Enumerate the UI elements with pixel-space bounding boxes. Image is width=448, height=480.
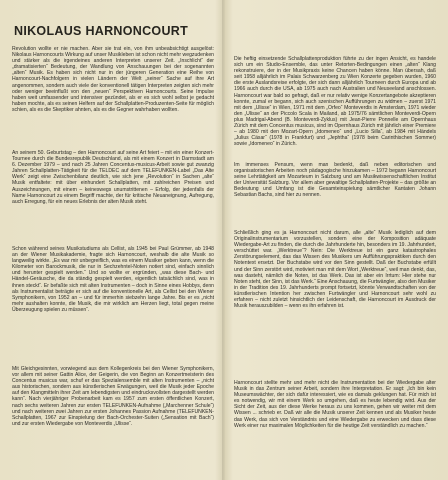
paragraph-text: Schließlich ging es ja Harnoncourt nicht darum, alle „alte“ Musik lediglich auf dem Originalinstrumentarium vorzustellen, sondern eine der Komposition adäquate Wiedergabe-Art zu finden, die durch die Jahrhunderte hin, besonders im 19. Jahrhundert, verschüttet war. „Werktreue“? Nein: Die Werktreue ist ein ganz katastrophales Zerstörungselement, das das Wissen des Musikers um Aufführungspraktiken durch den Notentext ersetzt. Der Buchstabe wird vor den Sinn gestellt. Daß der Buchstabe erfüllt und der Sinn zerstört wird, motiviert man mit dem Wort „Werktreue“, weil man denkt, das, was dasteht, nämlich die Noten, ist das Werk. Das ist aber ein Irrtum: Hier stehe nur Noten steht, der Sinn, ist das Werk.“ Eine Anschauung, die Furtwängler, also den Musiker in der Tradition des 19. Jahrhunderts prompt fortsetzt, könnte Verwandtschaften von der künstlerischen Intention her zwischen Furtwängler und Harnoncourt sehr wohl zu erfahren – nicht zuletzt hinsichtlich der Leidenschaft, die Harnoncourt im Ausdruck der Musik herauszubilden – wenn es ihn erfahren ist. [234, 230, 436, 310]
paragraph-text: An seinem 50. Geburtstag – den Harnoncourt auf seine Art feiert – mit ein einer Konzert-Tournee durch die Bundesrepublik Deutschland, als mit einem Konzert in Darmstadt am 6. Dezember 1979 – und nach 25 Jahren Concentus-musicus-Arbeit sowie gut zwanzig Jahren Schallplatten-Tätigkeit für die TELDEC auf dem TELEFUNKEN-Label „Das Alte Werk“ zeigt eine Zwischenbilanz deutlich, wie sich jene „Revolution“ in Sachen „alte“ Musik entfaltete: mit über einhundert Schallplatten, mit zahlreichen Preisen und Auszeichnungen, mit einem – keineswegs unumstrittenen – Erfolg, der jedenfalls der Name Harnoncourt zu einem Begriff machte, der für kritische Neuaneignung, Aufregung, auch Erregung, für ein neues Erlebnis der alten Musik steht. [12, 150, 214, 205]
paragraph-text: Schon während seines Musikstudiums als Cellist, als 1945 bei Paul Grümmer, ab 1948 an der Wiener Musikakademie, fragte sich Harnoncourt, weshalb die alte Musik so langweilig wirkte. „Es war mir unbegreiflich, was es einem Musiker geben kann, wenn die Kilometer von Barockmusik, die nur in Sechzehntel-Noten notiert sind, einfach sinnlich und herunter gespielt werden.“ Und so wollte er ergründen, „was diese Bach- und Händel-Geräusche, die da ständig gespielt werden, eigentlich tatsächlich sind, was in ihnen steckt“. Er befaßte sich mit alten Instrumenten – doch in Sinne eines Hobbys, denn als Instrumentalist beträgte er sich auf die konventionelle Art, als Cellist bei den Wiener Symphonikern, von 1952 an – und für immerhin siebzehn lange Jahre. Bis er es „nicht mehr aushalten konnte, die Musik, die mir wirklich am Herzen liegt, total gegen meine Überzeugung spielen zu müssen“. [12, 246, 214, 313]
right-paragraph-4 [234, 380, 436, 480]
paragraph-text: Harnoncourt stellte mehr und mehr nicht die Instrumentation bei der Wiedergabe alter Musik in das Zentrum seiner Arbeit, sondern ihre Interpretation. Er sagt: „Ich bin kein Museumswächter, der sich dafür interessiert, wie es damals geklungen hat. Für mich ist es notwendig, wir mit einem Werk so umgehen, daß es heute lebendig wird. Aus der Sicht der Zeit, aus der diese Werke heraus zu uns kommen, gehen wir weiter mit dem Wissen ... schrieb er. Daß wir alle die Musik unserer Zeit kennen und als Musiker heute das Werk, das sich von Verständnis und eine Wiedergabe zu erwecken und dass diese Werk einer nur maximalen Möglichkeiten für die heutige Zeit verständlich zu machen.“ [234, 380, 436, 429]
paragraph-text: Im immenses Pensum, wenn man bedenkt, daß neben editorischen und organisatorischen Arbeiten noch pädagogische hinzukamen – 1972 begann Harnoncourt seine Lehrtätigkeit am Mozarteum in Salzburg und am Musikwissenschaftlichen Institut der Universität Salzburg. Vor allem aber gewaltige Schallplatten-Projekte – das größte an Bedeutung und Umfang ist die Gesamteinspielung sämtlicher Kantaten Johann Sebastian Bachs, sind hier zu nennen. [234, 162, 436, 199]
paragraph-text: Die heftig einsetzende Schallplattenproduktion führte zu der ingen Ansicht, es handele sich um ein Studio-Ensemble, das unter Retorten-Bedingungen einen „alten“ Klang rekonstruiere, der in der Musikpraxis keine Chancen haben könne. Man übersah, daß seit 1958 alljährlich im Palais Schwarzenberg zu Wien Konzerte gegeben wurden, 1960 die erste Auslandsreise erfolgte, der sich dann alljährlich Tourneen durch Europa und ab 1966 auch durch die USA, ab 1975 auch nach Australien und Neuseeland anschlossen. Harnoncourt war bald so gefragt, daß er nur relativ wenige Konzertangebote akzeptieren konnte, zumal er begann, sich auch szenischen Aufführungen zu widmen – zuerst 1971 mit dem „Ulisse“ in Wien, 1971 mit dem „Orfeo“ Monteverdis in Amsterdam, 1971 wieder den „Ulisse“ an der Piccolo Scala in Mailand, ab 1975/76 sämtlichen Monteverdi-Opern plus Madrigal-Abend (B. Monteverdi-Zyklus) mit Jean-Pierre Ponnelle am Opernhaus Zürich mit dem Concentus musicus, sind im Opernhaus Zürich mit jährlich einer Premiere – ab 1980 mit den Mozart-Opern „Idomeneo“ und „Lucio Silla“, ab 1984 mit Händels „Julius Cäsar“ (1978 in Frankfurt) und „Jephtha“ (1978 beim Carinthischen Sommer) sowie „Idomeneo“ in Zürich. [234, 56, 436, 148]
paragraph-text: Revolution wollte er nie machen. Aber sie trat ein, von ihm unbeabsichtigt ausgelöst: Nikolaus Harnoncourts Wirkung auf unser Musikleben ist schon nicht mehr wegzudenken und stärker als die irgendeines anderen Interpreten unserer Zeit. „Inschlicht“ der „dramatisierten“ Bedeutung, der Wandlung von Anschauungen bei der sogenannten „alten“ Musik. Es haben sich nicht nur in der jüngeren Generation eine Reihe von Harnoncourt-Nachfolgern in vielen Ländern der Welt „seiner“ Sache auf ihre Art angenommen, sondern auch viele der konventionell tätigen Interpreten zeigten sich mehr oder weniger beeinflußt von den „neuen“ Perspektiven Harnoncourts. Seine Impulse haben weit umfassender und intensiver gezündet, als er es sich wohl selbst je gedacht haben mochte, als es seinen Helfern auf der Schallplatten-Produzenten-Seite für möglich schien, als es die Skeptiker ahnten, als es die Gegner wahrhaben wollten. [12, 46, 214, 113]
left-paragraph-4 [12, 366, 214, 480]
paragraph-text: Mit Gleichgesinnten, vorwiegend aus dem Kollegenkreis bei den Wiener Symphonikern, vor allem mit seiner Gattin Alice, der Geigerin, die von Beginn an Konzertmeisterin des Concentus musicus war, schuf er das Spezialensemble mit alten Instrumenten – „nicht aus historischen, sondern aus künstlerischen Erwägungen, weil die Musik jeder Epoche auf den Klangmitteln ihrer Zeit am lebendigsten und eindrucksvollsten dargestellt werden kann“. Nach vierjähriger Probenarbeit kam es 1957 zum ersten öffentlichen Konzert, nach sechs weiteren Jahren zur ersten TELEFUNKEN-Aufnahme („Marchenner Schule“) und nach weiteren zwei Jahren zur ersten Johannes Passion Aufnahme (TELEFUNKEN-Schallplatten, 1967 zur Einspielung der Bach-Orchester-Suiten („Sensation mit Bach“) und zur ersten Wiedergabe von Monteverdis „Ulisse“. [12, 366, 214, 427]
page-gutter [222, 0, 225, 480]
article-title: NIKOLAUS HARNONCOURT [14, 24, 189, 38]
